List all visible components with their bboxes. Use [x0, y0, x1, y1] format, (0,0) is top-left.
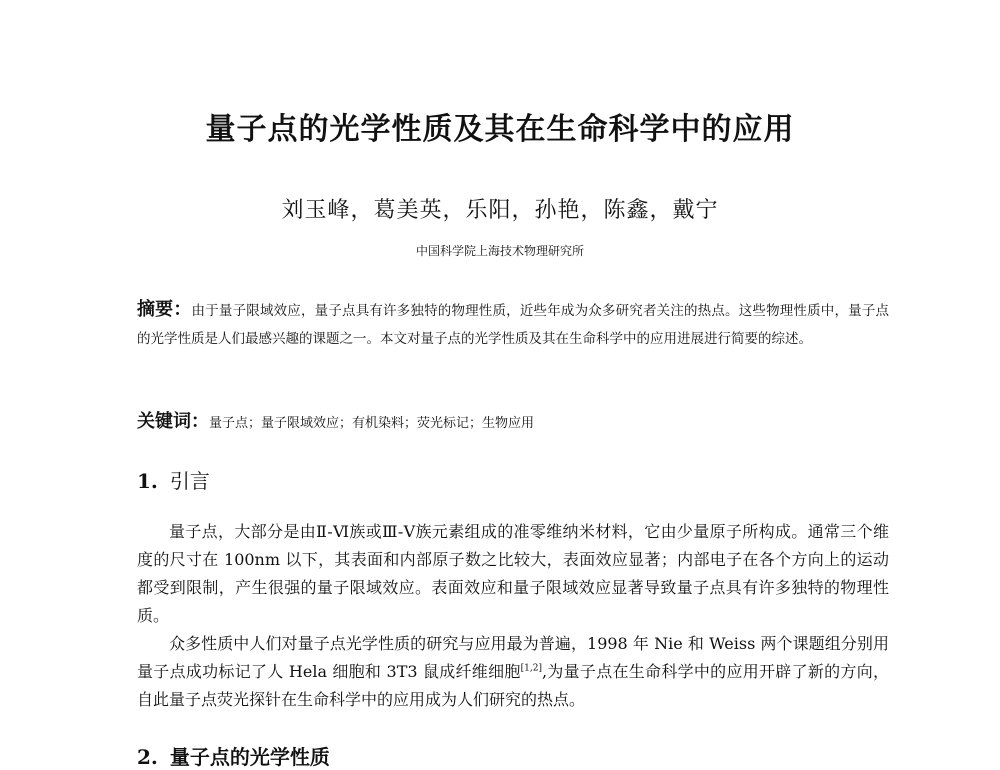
affiliation: 中国科学院上海技术物理研究所: [415, 244, 584, 258]
section-title: 量子点的光学性质: [169, 745, 330, 769]
section-number: 1.: [137, 469, 158, 493]
abstract-label: 摘要：: [137, 299, 192, 320]
paragraph-text: ,为量子点在生命科学中的应用开辟了新的方向，自此量子点荧光探针在生命科学中的应用成为人们研究的热点。: [137, 662, 889, 709]
citation-ref: [1,2]: [520, 663, 542, 674]
author-list: 刘玉峰，葛美英，乐阳，孙艳，陈鑫，戴宁: [281, 198, 719, 223]
introduction-body: [137, 518, 889, 714]
paragraph-text: 众多性质中人们对量子点光学性质的研究与应用最为普遍，1998 年 Nie 和 Weiss 两个课题组分别用量子点成功标记了人 Hela 细胞和 3T3 鼠成纤维细胞: [137, 634, 889, 681]
paragraph: 量子点，大部分是由Ⅱ-Ⅵ族或Ⅲ-Ⅴ族元素组成的准零维纳米材料，它由少量原子所构成。通常三个维度的尺寸在 100nm 以下，其表面和内部原子数之比较大，表面效应显著；内部电子在各个方向上的运动都受到限制，产生很强的量子限域效应。表面效应和量子限域效应显著导致量子点具有许多独特的物理性质。: [137, 522, 889, 625]
section-heading-introduction: [137, 465, 889, 494]
paragraph: [137, 630, 889, 714]
paper-title: 量子点的光学性质及其在生命科学中的应用: [205, 112, 795, 147]
abstract-text: 由于量子限域效应，量子点具有许多独特的物理性质，近些年成为众多研究者关注的热点。这些物理性质中，量子点的光学性质是人们最感兴趣的课题之一。本文对量子点的光学性质及其在生命科学中的应用进展进行简要的综述。: [137, 303, 890, 347]
section-heading-optical-properties: [137, 741, 889, 770]
abstract: [137, 296, 889, 353]
section-title: 引言: [169, 469, 210, 493]
keywords-text: 量子点；量子限域效应；有机染料；荧光标记；生物应用: [209, 416, 535, 431]
section-number: 2.: [137, 745, 158, 769]
keywords: [137, 408, 889, 438]
keywords-label: 关键词：: [137, 411, 209, 432]
